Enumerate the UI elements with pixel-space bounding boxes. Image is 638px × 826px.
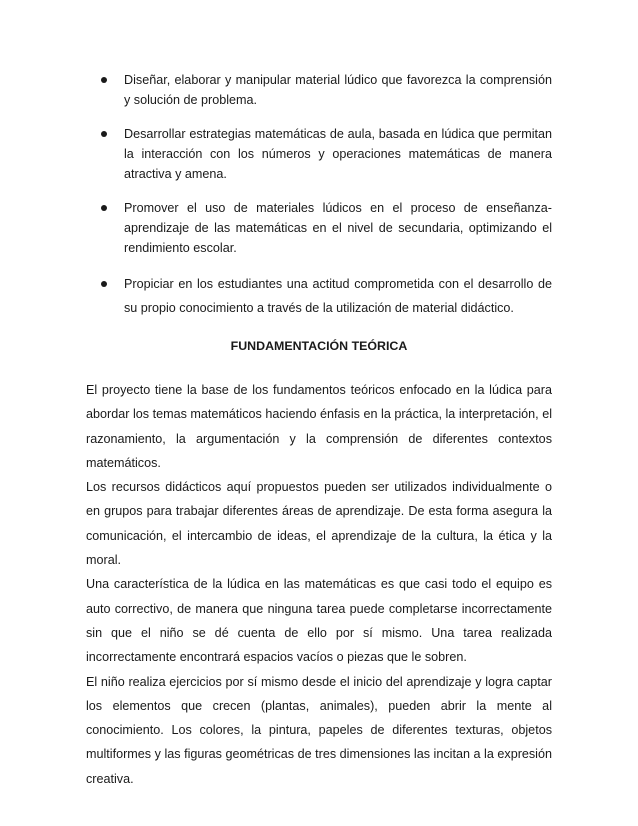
objective-item xyxy=(96,272,552,320)
bullet-icon xyxy=(101,131,107,137)
bullet-icon xyxy=(101,77,107,83)
objective-item xyxy=(96,124,552,184)
paragraph: El proyecto tiene la base de los fundamentos teóricos enfocado en la lúdica para abordar los temas matemáticos haciendo énfasis en la práctica, la interpretación, el razonamiento, la argumentación y la comprensión de diferentes contextos matemáticos. xyxy=(86,383,552,470)
bullet-icon xyxy=(101,281,107,287)
objective-item xyxy=(96,70,552,110)
objective-text: Propiciar en los estudiantes una actitud comprometida con el desarrollo de su propio conocimiento a través de la utilización de material didáctico. xyxy=(124,277,552,315)
objective-text: Diseñar, elaborar y manipular material lúdico que favorezca la comprensión y solución de problema. xyxy=(124,73,552,107)
paragraph: Una característica de la lúdica en las matemáticas es que casi todo el equipo es auto correctivo, de manera que ninguna tarea puede completarse incorrectamente sin que el niño se dé cuenta de ello por sí mismo. Una tarea realizada incorrectamente encontrará espacios vacíos o piezas que le sobren. xyxy=(86,577,552,665)
objective-text: Desarrollar estrategias matemáticas de aula, basada en lúdica que permitan la interacción con los números y operaciones matemáticas de manera atractiva y amena. xyxy=(124,127,552,181)
section-title: FUNDAMENTACIÓN TEÓRICA xyxy=(230,339,408,353)
paragraph: El niño realiza ejercicios por sí mismo desde el inicio del aprendizaje y logra captar los elementos que crecen (plantas, animales), pueden abrir la mente al conocimiento. Los colores, la pintura, papeles de diferentes texturas, objetos multiformes y las figuras geométricas de tres dimensiones las incitan a la expresión creativa. xyxy=(86,674,552,786)
objective-item xyxy=(96,198,552,258)
objective-text: Promover el uso de materiales lúdicos en el proceso de enseñanza-aprendizaje de las matemáticas en el nivel de secundaria, optimizando el rendimiento escolar. xyxy=(124,201,552,255)
bullet-icon xyxy=(101,205,107,211)
objectives-list xyxy=(96,70,552,334)
section-body xyxy=(86,378,552,791)
paragraph: Los recursos didácticos aquí propuestos pueden ser utilizados individualmente o en grupos para trabajar diferentes áreas de aprendizaje. De esta forma asegura la comunicación, el intercambio de ideas, el aprendizaje de la cultura, la ética y la moral. xyxy=(86,480,552,568)
